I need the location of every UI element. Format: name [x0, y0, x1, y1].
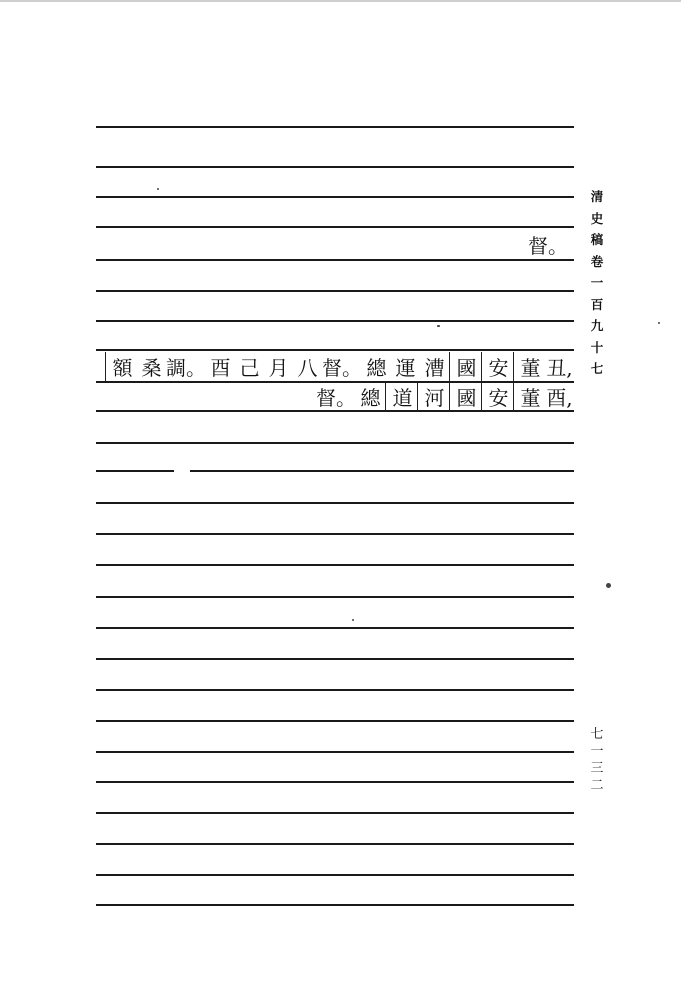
table-cell: 董 [513, 382, 545, 411]
table-rule [96, 874, 574, 876]
vertical-glyph: 一 [590, 275, 604, 290]
scan-speck [352, 619, 354, 621]
table-rule [96, 442, 574, 444]
page-number [588, 726, 606, 794]
vertical-glyph: 一 [590, 744, 604, 759]
vertical-glyph: 九 [590, 318, 604, 333]
vertical-glyph: 清 [590, 189, 604, 204]
scan-speck [437, 325, 440, 327]
scan-speck [658, 322, 660, 324]
table-rule [96, 904, 574, 906]
table-cell: 酉, [546, 385, 573, 410]
table-rule [96, 564, 574, 566]
vertical-glyph: 七 [590, 727, 604, 742]
table-cell: 董 [513, 352, 545, 381]
vertical-glyph: 卷 [590, 253, 604, 269]
table-cell: 督。 [528, 233, 568, 258]
table-cell: 安 [481, 382, 513, 411]
table-cell: 月 [268, 355, 289, 380]
table-rule [96, 166, 574, 168]
table-rule [96, 781, 574, 783]
table-rule [96, 290, 574, 292]
table-row [100, 229, 574, 259]
table-rule [96, 259, 574, 261]
table-rule [96, 196, 574, 198]
table-rule [96, 689, 574, 691]
table-cell: 八 [297, 355, 318, 380]
table-rule [96, 658, 574, 660]
vertical-glyph: 稿 [590, 232, 604, 247]
table-rule [96, 843, 574, 845]
vertical-glyph: 七 [590, 361, 604, 376]
scan-speck [606, 583, 611, 588]
table-cell: 桑 [141, 355, 162, 380]
vertical-glyph: 史 [590, 210, 604, 226]
table-cell: 總 [360, 385, 381, 410]
table-cell: 道 [385, 382, 417, 411]
scan-speck [157, 188, 159, 190]
table-cell: 督。 [316, 385, 356, 410]
vertical-glyph: 二 [590, 778, 604, 793]
vertical-glyph: 百 [590, 296, 604, 312]
table-cell: 丑, [546, 355, 573, 380]
vertical-glyph: 三 [590, 761, 604, 776]
table-cell: 漕 [424, 355, 445, 380]
table-cell: 總 [366, 355, 387, 380]
table-rule [96, 812, 574, 814]
table-rule [96, 627, 574, 629]
table-cell: 額 [105, 352, 137, 381]
table-row [100, 381, 574, 411]
vertical-glyph: 十 [590, 339, 604, 355]
table-cell: 調。 [166, 355, 206, 380]
table-rule [96, 320, 574, 322]
table-rule [96, 720, 574, 722]
table-cell: 運 [395, 355, 416, 380]
table-cell: 安 [481, 352, 513, 381]
table-rule [96, 470, 174, 472]
scan-edge [0, 0, 681, 2]
margin-title [588, 186, 606, 380]
table-rule [96, 226, 574, 228]
table-rule [96, 126, 574, 128]
table-cell: 河 [417, 382, 449, 411]
table-rule [96, 751, 574, 753]
table-rule [96, 502, 574, 504]
table-cell: 己 [239, 355, 260, 380]
table-rule [96, 533, 574, 535]
table-cell: 國 [449, 382, 481, 411]
table-row [100, 351, 574, 381]
table-cell: 督。 [322, 355, 362, 380]
table-cell: 酉 [210, 355, 231, 380]
table-rule [96, 596, 574, 598]
table-cell: 國 [449, 352, 481, 381]
table-rule [190, 470, 574, 472]
